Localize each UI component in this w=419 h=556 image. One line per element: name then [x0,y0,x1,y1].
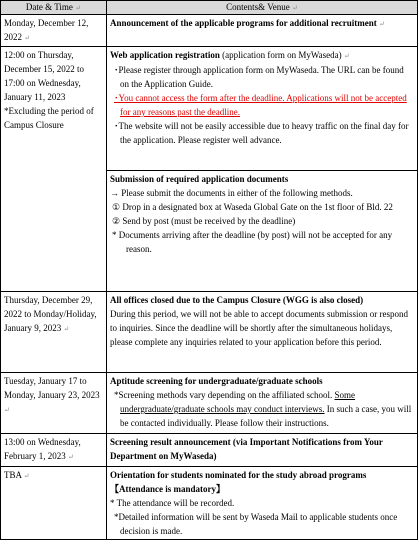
row-content: Aptitude screening for undergraduate/graduate schools *Screening methods vary depending on the affiliated school. Some undergraduate/graduate schools may conduct interviews. In such a case, you will be contacted individually. Please follow their instructions. [107,373,418,434]
row-content: All offices closed due to the Campus Closure (WGG is also closed) During this period, we will not be able to accept documents submission or respond to inquiries. Since the deadline will be shortly after the simultaneous holidays, please complete any inquiries related to your application before this period. [107,292,418,373]
row-date: 13:00 on Wednesday, February 1, 2023 ↵ [1,434,107,467]
header-date-time: Date & Time ↵ [1,1,107,15]
deadline-warning: ･You cannot access the form after the deadline. Applications will not be accepted for any reasons past the deadline. [114,93,407,117]
row-date: TBA ↵ [1,467,107,540]
row-date: Monday, December 12, 2022 ↵ [1,15,107,47]
table-row [1,373,418,434]
table-row [1,47,418,171]
header-row [1,1,418,15]
row-content: Announcement of the applicable programs for additional recruitment ↵ [107,15,418,47]
row-date: Tuesday, January 17 to Monday, January 23, 2023 ↵ [1,373,107,434]
row-content: Orientation for students nominated for the study abroad programs 【Attendance is mandatory】 * The attendance will be recorded. *Detailed information will be sent by Waseda Mail to applicable students once decision is made. [107,467,418,540]
table-row [1,467,418,540]
row-date: 12:00 on Thursday, December 15, 2022 to 17:00 on Wednesday, January 11, 2023 *Excluding the period of Campus Closure [1,47,107,292]
table-row [1,292,418,373]
table-row [1,15,418,47]
row-content: Web application registration (application form on MyWaseda) ↵ ･Please register through application form on MyWaseda. The URL can be found on the Application Guide. ･You cannot access the form after the deadline. Applications will not be accepted for any reasons past the deadline. ･The website will not be easily accessible due to heavy traffic on the final day for the application. Please register well advance. [107,47,418,171]
header-contents-venue: Contents& Venue ↵ [107,1,418,15]
table-row [1,434,418,467]
row-content: Screening result announcement (via Important Notifications from Your Department on MyWaseda) [107,434,418,467]
row-date: Thursday, December 29, 2022 to Monday/Holiday, January 9, 2023 ↵ [1,292,107,373]
row-content: Submission of required application documents → Please submit the documents in either of the following methods. ① Drop in a designated box at Waseda Global Gate on the 1st floor of Bld. 22 ② Send by post (must be received by the deadline) * Documents arriving after the deadline (by post) will not be accepted for any reason. [107,171,418,292]
